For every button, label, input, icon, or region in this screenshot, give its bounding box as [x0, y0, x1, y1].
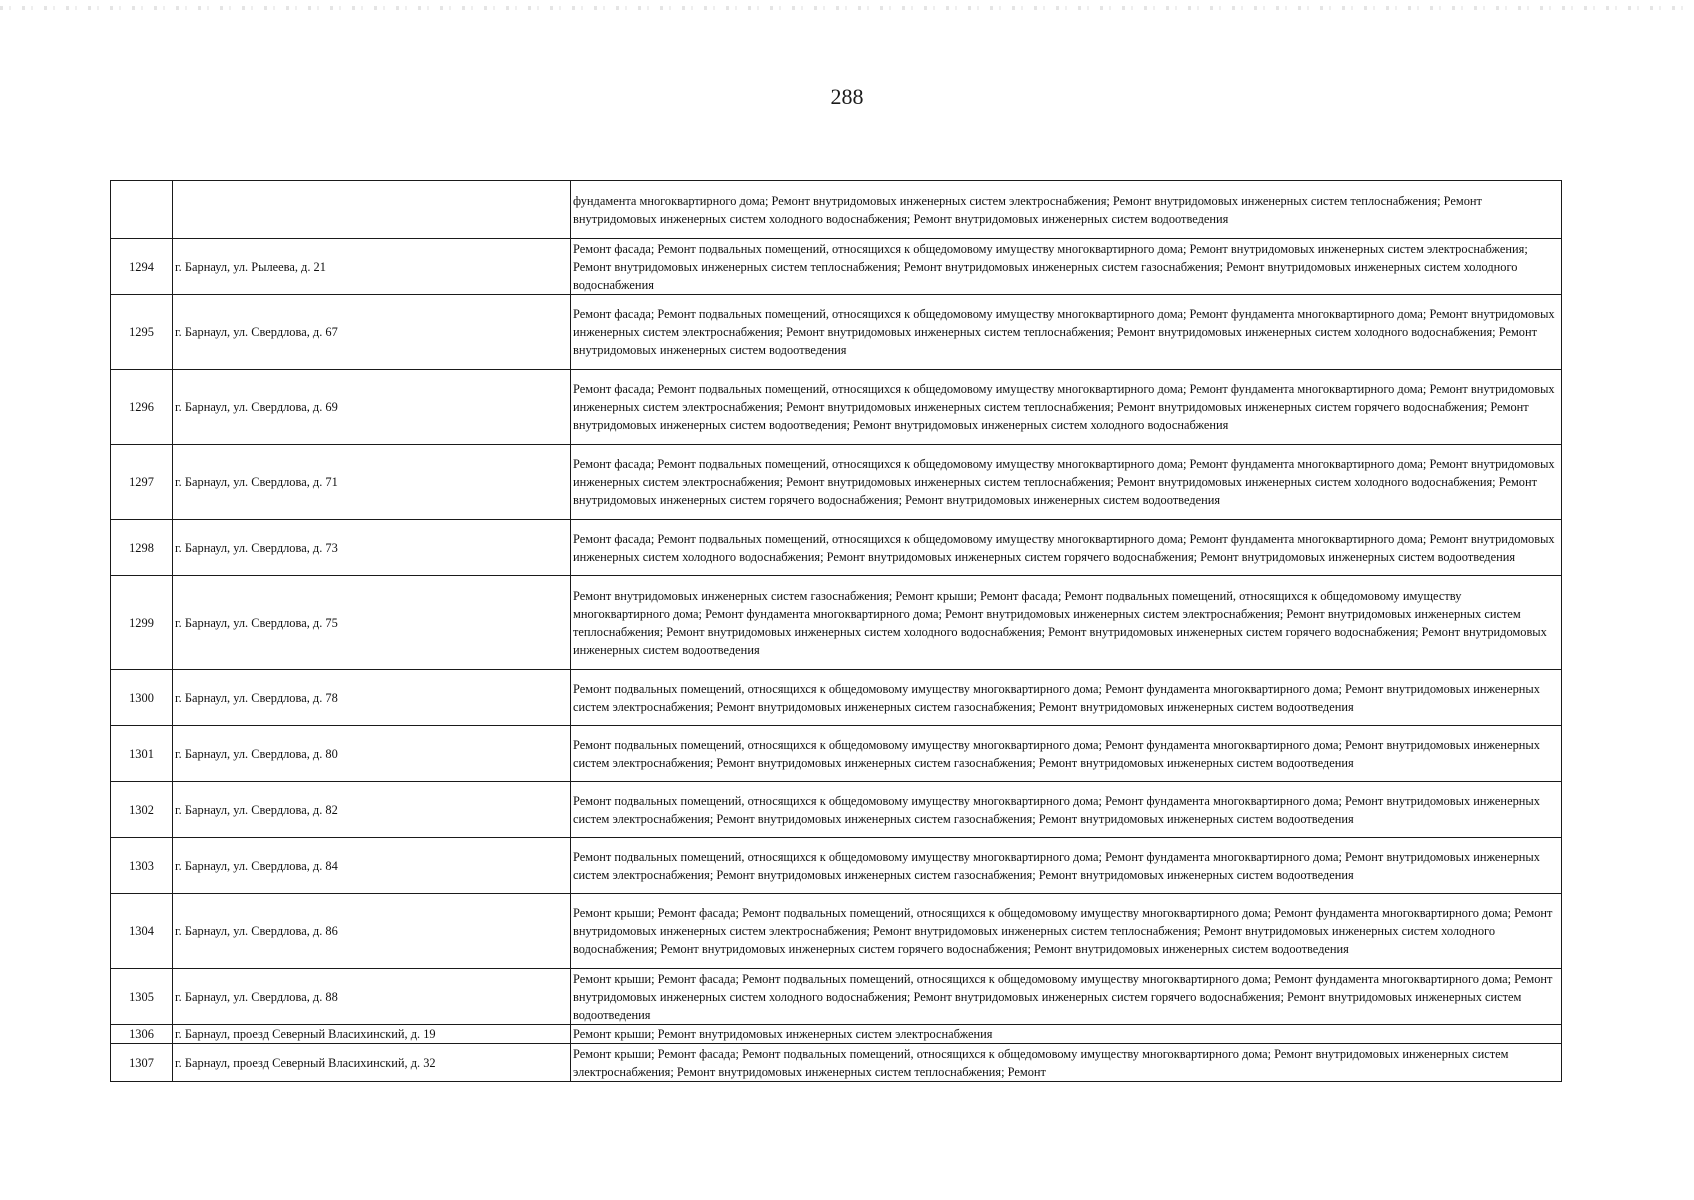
row-address: г. Барнаул, ул. Свердлова, д. 88 [173, 969, 571, 1025]
row-works: Ремонт фасада; Ремонт подвальных помещений, относящихся к общедомовому имуществу многоквартирного дома; Ремонт фундамента многоквартирного дома; Ремонт внутридомовых инженерных систем электроснабжения; Ремонт внутридомовых инженерных систем теплоснабжения; Ремонт внутридомовых инженерных систем горячего водоснабжения; Ремонт внутридомовых инженерных систем водоотведения; Ремонт внутридомовых инженерных систем холодного водоснабжения [571, 370, 1562, 445]
row-address: г. Барнаул, ул. Свердлова, д. 69 [173, 370, 571, 445]
table-row [111, 1044, 1562, 1082]
row-address: г. Барнаул, ул. Свердлова, д. 71 [173, 445, 571, 520]
row-number: 1299 [111, 576, 173, 670]
row-number: 1305 [111, 969, 173, 1025]
table-row [111, 576, 1562, 670]
row-number [111, 181, 173, 239]
row-number: 1306 [111, 1025, 173, 1044]
scan-artifact [0, 6, 1694, 10]
row-works: Ремонт крыши; Ремонт фасада; Ремонт подвальных помещений, относящихся к общедомовому имуществу многоквартирного дома; Ремонт фундамента многоквартирного дома; Ремонт внутридомовых инженерных систем холодного водоснабжения; Ремонт внутридомовых инженерных систем горячего водоснабжения; Ремонт внутридомовых инженерных систем водоотведения [571, 969, 1562, 1025]
row-works: Ремонт крыши; Ремонт фасада; Ремонт подвальных помещений, относящихся к общедомовому имуществу многоквартирного дома; Ремонт фундамента многоквартирного дома; Ремонт внутридомовых инженерных систем электроснабжения; Ремонт внутридомовых инженерных систем теплоснабжения; Ремонт внутридомовых инженерных систем холодного водоснабжения; Ремонт внутридомовых инженерных систем горячего водоснабжения; Ремонт внутридомовых инженерных систем водоотведения [571, 894, 1562, 969]
row-address: г. Барнаул, ул. Свердлова, д. 75 [173, 576, 571, 670]
page-number: 288 [830, 84, 864, 109]
row-address: г. Барнаул, ул. Рылеева, д. 21 [173, 239, 571, 295]
row-works: Ремонт подвальных помещений, относящихся к общедомовому имуществу многоквартирного дома; Ремонт фундамента многоквартирного дома; Ремонт внутридомовых инженерных систем электроснабжения; Ремонт внутридомовых инженерных систем газоснабжения; Ремонт внутридомовых инженерных систем водоотведения [571, 838, 1562, 894]
row-address: г. Барнаул, проезд Северный Власихинский, д. 32 [173, 1044, 571, 1082]
table-row [111, 782, 1562, 838]
row-works: Ремонт внутридомовых инженерных систем газоснабжения; Ремонт крыши; Ремонт фасада; Ремонт подвальных помещений, относящихся к общедомовому имуществу многоквартирного дома; Ремонт фундамента многоквартирного дома; Ремонт внутридомовых инженерных систем электроснабжения; Ремонт внутридомовых инженерных систем теплоснабжения; Ремонт внутридомовых инженерных систем холодного водоснабжения; Ремонт внутридомовых инженерных систем горячего водоснабжения; Ремонт внутридомовых инженерных систем водоотведения [571, 576, 1562, 670]
row-number: 1302 [111, 782, 173, 838]
row-works: Ремонт крыши; Ремонт внутридомовых инженерных систем электроснабжения [571, 1025, 1562, 1044]
row-works: Ремонт фасада; Ремонт подвальных помещений, относящихся к общедомовому имуществу многоквартирного дома; Ремонт фундамента многоквартирного дома; Ремонт внутридомовых инженерных систем электроснабжения; Ремонт внутридомовых инженерных систем теплоснабжения; Ремонт внутридомовых инженерных систем холодного водоснабжения; Ремонт внутридомовых инженерных систем горячего водоснабжения; Ремонт внутридомовых инженерных систем водоотведения [571, 445, 1562, 520]
row-number: 1298 [111, 520, 173, 576]
row-works: Ремонт фасада; Ремонт подвальных помещений, относящихся к общедомовому имуществу многоквартирного дома; Ремонт внутридомовых инженерных систем электроснабжения; Ремонт внутридомовых инженерных систем теплоснабжения; Ремонт внутридомовых инженерных систем газоснабжения; Ремонт внутридомовых инженерных систем холодного водоснабжения [571, 239, 1562, 295]
row-number: 1307 [111, 1044, 173, 1082]
row-address: г. Барнаул, ул. Свердлова, д. 80 [173, 726, 571, 782]
table-row [111, 969, 1562, 1025]
repair-registry-table [110, 180, 1562, 1082]
row-number: 1303 [111, 838, 173, 894]
row-number: 1296 [111, 370, 173, 445]
row-address: г. Барнаул, проезд Северный Власихинский, д. 19 [173, 1025, 571, 1044]
table-row [111, 726, 1562, 782]
table-row [111, 239, 1562, 295]
row-works: Ремонт фасада; Ремонт подвальных помещений, относящихся к общедомовому имуществу многоквартирного дома; Ремонт фундамента многоквартирного дома; Ремонт внутридомовых инженерных систем электроснабжения; Ремонт внутридомовых инженерных систем теплоснабжения; Ремонт внутридомовых инженерных систем холодного водоснабжения; Ремонт внутридомовых инженерных систем водоотведения [571, 295, 1562, 370]
table-row [111, 370, 1562, 445]
row-number: 1297 [111, 445, 173, 520]
row-works: Ремонт подвальных помещений, относящихся к общедомовому имуществу многоквартирного дома; Ремонт фундамента многоквартирного дома; Ремонт внутридомовых инженерных систем электроснабжения; Ремонт внутридомовых инженерных систем газоснабжения; Ремонт внутридомовых инженерных систем водоотведения [571, 782, 1562, 838]
row-address: г. Барнаул, ул. Свердлова, д. 73 [173, 520, 571, 576]
row-number: 1300 [111, 670, 173, 726]
row-number: 1295 [111, 295, 173, 370]
table-row [111, 1025, 1562, 1044]
table-row [111, 520, 1562, 576]
row-address: г. Барнаул, ул. Свердлова, д. 86 [173, 894, 571, 969]
row-address: г. Барнаул, ул. Свердлова, д. 84 [173, 838, 571, 894]
row-number: 1294 [111, 239, 173, 295]
row-address: г. Барнаул, ул. Свердлова, д. 82 [173, 782, 571, 838]
table-row [111, 838, 1562, 894]
row-number: 1304 [111, 894, 173, 969]
row-number: 1301 [111, 726, 173, 782]
row-works: фундамента многоквартирного дома; Ремонт внутридомовых инженерных систем электроснабжения; Ремонт внутридомовых инженерных систем теплоснабжения; Ремонт внутридомовых инженерных систем холодного водоснабжения; Ремонт внутридомовых инженерных систем водоотведения [571, 181, 1562, 239]
table-row [111, 894, 1562, 969]
row-address: г. Барнаул, ул. Свердлова, д. 78 [173, 670, 571, 726]
row-address: г. Барнаул, ул. Свердлова, д. 67 [173, 295, 571, 370]
row-address [173, 181, 571, 239]
table-row [111, 181, 1562, 239]
table-row [111, 445, 1562, 520]
row-works: Ремонт крыши; Ремонт фасада; Ремонт подвальных помещений, относящихся к общедомовому имуществу многоквартирного дома; Ремонт внутридомовых инженерных систем электроснабжения; Ремонт внутридомовых инженерных систем теплоснабжения; Ремонт [571, 1044, 1562, 1082]
row-works: Ремонт подвальных помещений, относящихся к общедомовому имуществу многоквартирного дома; Ремонт фундамента многоквартирного дома; Ремонт внутридомовых инженерных систем электроснабжения; Ремонт внутридомовых инженерных систем газоснабжения; Ремонт внутридомовых инженерных систем водоотведения [571, 670, 1562, 726]
row-works: Ремонт фасада; Ремонт подвальных помещений, относящихся к общедомовому имуществу многоквартирного дома; Ремонт фундамента многоквартирного дома; Ремонт внутридомовых инженерных систем холодного водоснабжения; Ремонт внутридомовых инженерных систем горячего водоснабжения; Ремонт внутридомовых инженерных систем водоотведения [571, 520, 1562, 576]
table-row [111, 670, 1562, 726]
row-works: Ремонт подвальных помещений, относящихся к общедомовому имуществу многоквартирного дома; Ремонт фундамента многоквартирного дома; Ремонт внутридомовых инженерных систем электроснабжения; Ремонт внутридомовых инженерных систем газоснабжения; Ремонт внутридомовых инженерных систем водоотведения [571, 726, 1562, 782]
table-row [111, 295, 1562, 370]
